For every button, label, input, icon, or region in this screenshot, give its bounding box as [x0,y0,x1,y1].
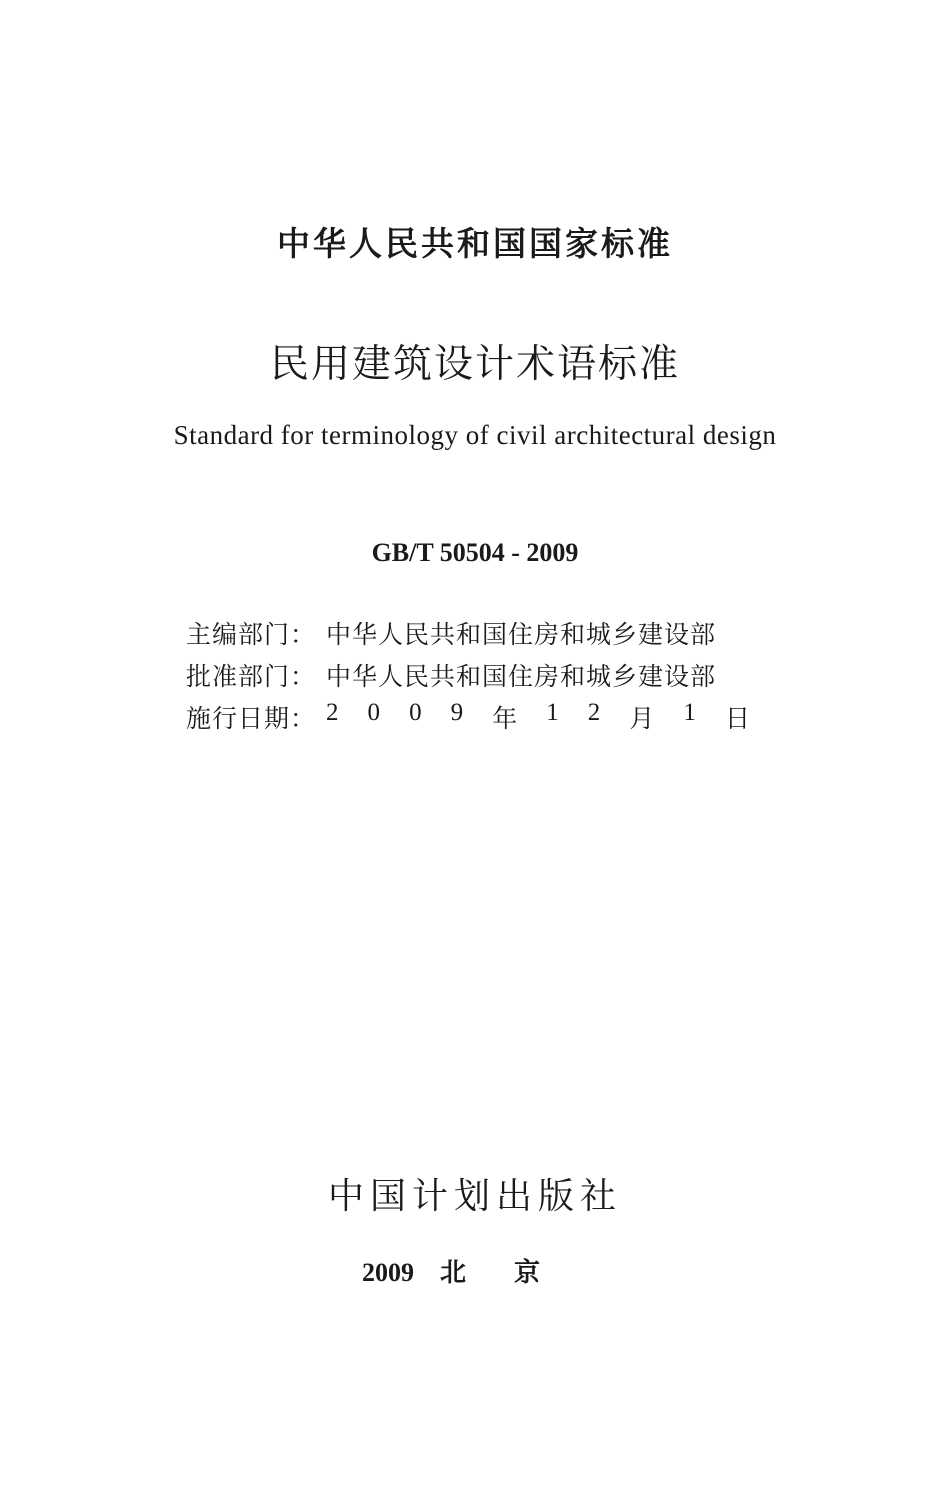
effective-date-label: 施行日期： [186,704,317,733]
chief-editor-label: 主编部门： [186,620,317,649]
approval-dept-value: 中华人民共和国住房和城乡建设部 [326,662,717,691]
date-char: 日 [724,706,750,733]
english-title: Standard for terminology of civil architectural design [173,420,777,450]
date-char: 0 [367,699,381,726]
effective-date-value [326,699,750,735]
approval-dept-label: 批准部门： [186,662,317,691]
date-char: 1 [546,699,559,726]
publication-city: 北京 [439,1258,588,1288]
publisher-name: 中国计划出版社 [327,1176,622,1217]
publication-year: 2009 [361,1258,414,1287]
date-char: 9 [450,699,464,726]
date-char: 1 [683,699,696,726]
chief-editor-value: 中华人民共和国住房和城乡建设部 [326,620,717,649]
effective-date-row [186,696,786,738]
standard-number: GB/T 50504 - 2009 [371,538,579,567]
date-char: 月 [629,706,655,733]
chinese-title: 民用建筑设计术语标准 [269,342,680,387]
date-char: 年 [492,706,518,733]
date-char: 2 [587,699,601,726]
publication-line [0,1252,950,1289]
series-title: 中华人民共和国国家标准 [277,224,673,263]
approval-dept-row [186,654,786,696]
date-char: 2 [326,699,339,726]
chief-editor-row [186,612,786,654]
info-block [186,612,786,738]
date-char: 0 [409,699,422,726]
